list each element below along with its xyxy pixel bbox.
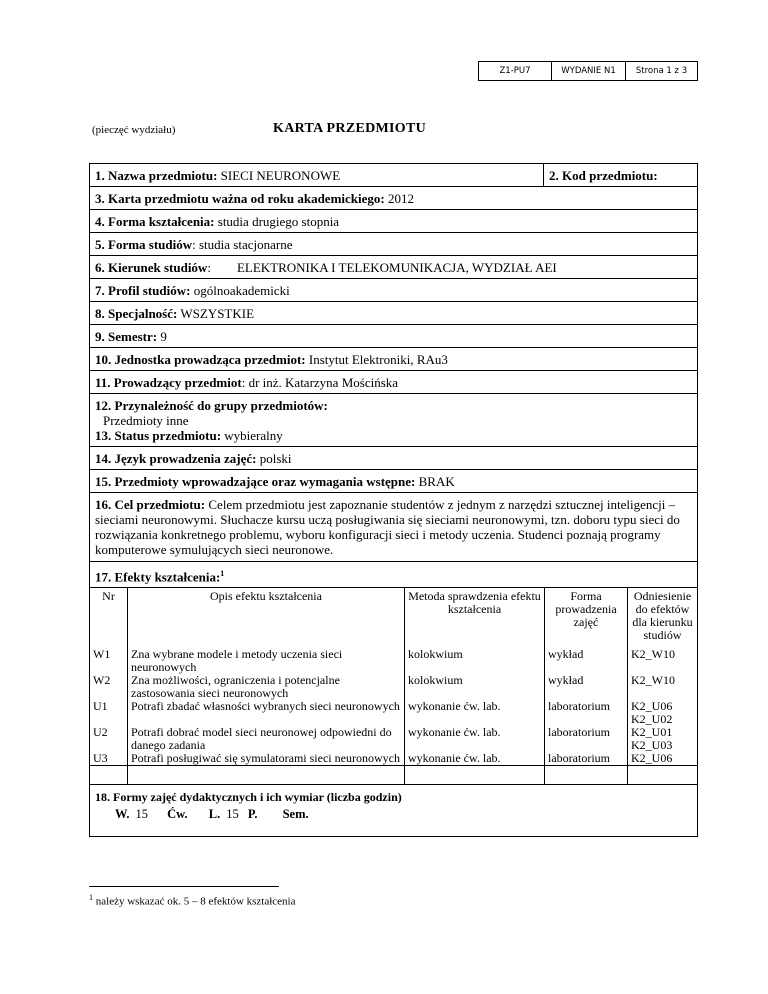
table-row xyxy=(90,726,697,752)
lecturer-label: 11. Prowadzący przedmiot xyxy=(95,375,242,390)
hours-w-label: W. xyxy=(115,807,130,822)
doc-code: Z1-PU7 xyxy=(479,62,552,81)
table-row xyxy=(90,752,697,766)
row-lecturer xyxy=(90,371,697,394)
outcome-description: Zna wybrane modele i metody uczenia sieci neuronowych xyxy=(128,648,405,674)
outcome-form: wykład xyxy=(545,674,628,700)
outcome-method: kolokwium xyxy=(405,674,545,700)
outcome-nr: U2 xyxy=(93,725,108,740)
outcome-description: Potrafi dobrać model sieci neuronowej odpowiedni do danego zadania xyxy=(128,726,405,752)
row-unit xyxy=(90,348,697,371)
outcome-reference: K2_U06 K2_U02 xyxy=(628,700,698,726)
hours-cw-label: Ćw. xyxy=(167,807,188,822)
outcome-method: wykonanie ćw. lab. xyxy=(405,752,545,766)
hours-l-value: 15 xyxy=(226,807,239,822)
status-label: 13. Status przedmiotu: xyxy=(95,428,222,443)
doc-edition: WYDANIE N1 xyxy=(552,62,626,81)
header-method: Metoda sprawdzenia efektu kształcenia xyxy=(405,588,545,648)
class-forms-label: 18. Formy zajęć dydaktycznych i ich wymiar (liczba godzin) xyxy=(95,790,402,805)
row-learning-outcomes xyxy=(90,562,697,785)
row-study-form xyxy=(90,233,697,256)
row-valid-year xyxy=(90,187,697,210)
language-label: 14. Język prowadzenia zajęć: xyxy=(95,451,257,466)
unit-value: Instytut Elektroniki, RAu3 xyxy=(308,352,448,367)
learning-outcomes-table xyxy=(90,588,697,784)
outcome-description: Potrafi posługiwać się symulatorami sieci neuronowych xyxy=(128,752,405,766)
profile-value: ogólnoakademicki xyxy=(193,283,290,298)
outcome-reference: K2_U06 xyxy=(628,752,698,766)
prerequisites-label: 15. Przedmioty wprowadzające oraz wymagania wstępne: xyxy=(95,474,416,489)
profile-label: 7. Profil studiów: xyxy=(95,283,191,298)
row-course-name-code xyxy=(90,164,697,187)
course-card-form xyxy=(89,163,698,837)
outcome-form: laboratorium xyxy=(545,700,628,726)
outcome-description: Zna możliwości, ograniczenia i potencjalne zastosowania sieci neuronowych xyxy=(128,674,405,700)
outcome-reference: K2_W10 xyxy=(628,674,698,700)
outcome-nr: W2 xyxy=(93,673,111,688)
page-title: KARTA PRZEDMIOTU xyxy=(273,121,427,136)
table-row-empty xyxy=(90,766,697,785)
outcome-method: wykonanie ćw. lab. xyxy=(405,700,545,726)
group-value: Przedmioty inne xyxy=(103,413,189,428)
outcome-reference: K2_U01 K2_U03 xyxy=(628,726,698,752)
study-form-label: 5. Forma studiów xyxy=(95,237,193,252)
header-reference: Odniesienie do efektów dla kierunku studiów xyxy=(628,588,698,648)
specialty-label: 8. Specjalność: xyxy=(95,306,178,321)
outcome-nr: W1 xyxy=(93,647,111,662)
table-row xyxy=(90,700,697,726)
table-row xyxy=(90,674,697,700)
course-name-value: SIECI NEURONOWE xyxy=(220,168,341,183)
header-form: Forma prowadzenia zajęć xyxy=(545,588,628,648)
outcome-form: wykład xyxy=(545,648,628,674)
hours-p-label: P. xyxy=(247,807,258,822)
semester-value: 9 xyxy=(160,329,167,344)
outcome-description: Potrafi zbadać własności wybranych sieci neuronowych xyxy=(128,700,405,726)
document-header xyxy=(478,61,698,81)
row-profile xyxy=(90,279,697,302)
lecturer-value: : dr inż. Katarzyna Mościńska xyxy=(241,375,399,390)
education-form-label: 4. Forma kształcenia: xyxy=(95,214,215,229)
study-form-value: : studia stacjonarne xyxy=(192,237,293,252)
row-education-form xyxy=(90,210,697,233)
group-label: 12. Przynależność do grupy przedmiotów: xyxy=(95,398,328,413)
course-name-label: 1. Nazwa przedmiotu: xyxy=(95,168,218,183)
footnote-text: należy wskazać ok. 5 – 8 efektów kształcenia xyxy=(95,895,296,908)
education-form-value: studia drugiego stopnia xyxy=(217,214,340,229)
doc-page: Strona 1 z 3 xyxy=(626,62,698,81)
outcome-reference: K2_W10 xyxy=(628,648,698,674)
row-class-forms xyxy=(90,785,697,836)
hours-sem-label: Sem. xyxy=(282,807,309,822)
course-goal-label: 16. Cel przedmiotu: xyxy=(95,497,206,512)
row-language xyxy=(90,447,697,470)
hours-l-label: L. xyxy=(208,807,221,822)
table-row xyxy=(90,648,697,674)
course-code-label: 2. Kod przedmiotu: xyxy=(549,168,658,183)
valid-year-label: 3. Karta przedmiotu ważna od roku akademickiego: xyxy=(95,191,385,206)
footnote xyxy=(89,893,296,908)
field-of-study-value: : ELEKTRONIKA I TELEKOMUNIKACJA, WYDZIAŁ AEI xyxy=(207,260,557,275)
learning-outcomes-label: 17. Efekty kształcenia: xyxy=(95,569,221,585)
outcome-method: kolokwium xyxy=(405,648,545,674)
field-of-study-label: 6. Kierunek studiów xyxy=(95,260,208,275)
specialty-value: WSZYSTKIE xyxy=(180,306,255,321)
hours-line xyxy=(95,805,692,836)
outcomes-header-row xyxy=(90,588,697,648)
row-semester xyxy=(90,325,697,348)
hours-w-value: 15 xyxy=(135,807,148,822)
footnote-mark: 1 xyxy=(89,893,93,902)
valid-year-value: 2012 xyxy=(387,191,414,206)
outcome-form: laboratorium xyxy=(545,752,628,766)
outcome-form: laboratorium xyxy=(545,726,628,752)
outcome-nr: U3 xyxy=(93,751,108,766)
row-prerequisites xyxy=(90,470,697,493)
header-description: Opis efektu kształcenia xyxy=(128,588,405,648)
footnote-ref: 1 xyxy=(220,569,225,578)
row-group-status xyxy=(90,394,697,447)
outcome-nr: U1 xyxy=(93,699,108,714)
row-field-of-study xyxy=(90,256,697,279)
row-specialty xyxy=(90,302,697,325)
outcome-method: wykonanie ćw. lab. xyxy=(405,726,545,752)
unit-label: 10. Jednostka prowadząca przedmiot: xyxy=(95,352,306,367)
course-goal-value: Celem przedmiotu jest zapoznanie studentów z jednym z narzędzi sztucznej inteligencji – sieciami neuronowymi. Słuchacze kursu uczą posługiwania się sieciami neuronowymi, tzn. doboru typu sieci do rozwiązania konkretnego problemu, wyboru konfiguracji sieci i metody uczenia. Studenci poznają programy komputerowe symulujących sieci neuronowe. xyxy=(95,497,680,557)
row-course-goal xyxy=(90,493,697,562)
status-value: wybieralny xyxy=(224,428,283,443)
footnote-divider xyxy=(89,886,279,887)
language-value: polski xyxy=(259,451,292,466)
semester-label: 9. Semestr: xyxy=(95,329,158,344)
prerequisites-value: BRAK xyxy=(418,474,455,489)
header-nr: Nr xyxy=(102,589,115,604)
faculty-stamp: (pieczęć wydziału) xyxy=(92,124,176,136)
